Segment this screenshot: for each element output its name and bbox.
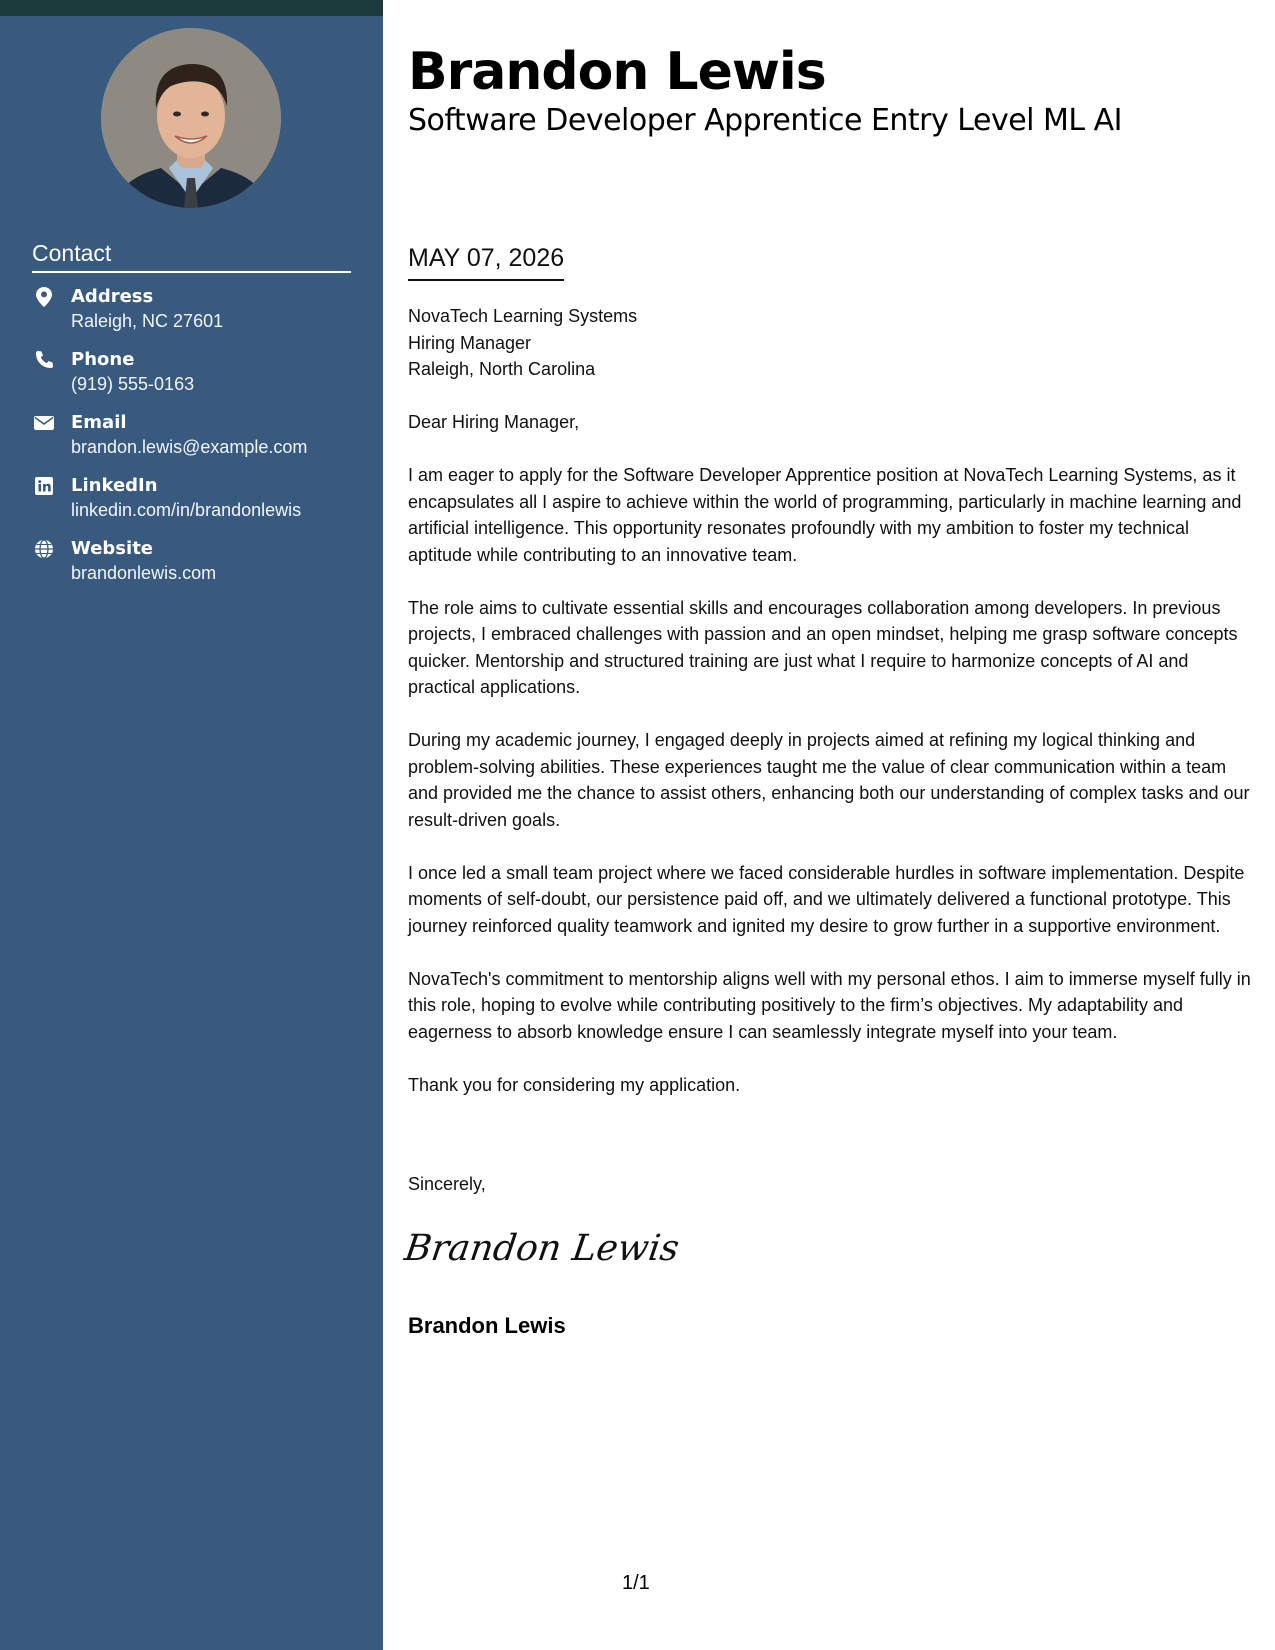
location-pin-icon bbox=[34, 287, 54, 307]
contact-label: Address bbox=[71, 286, 154, 307]
contact-label: Website bbox=[71, 538, 154, 559]
contact-heading: Contact bbox=[32, 240, 351, 273]
recipient-block bbox=[408, 303, 637, 383]
sidebar-top-bar bbox=[0, 0, 383, 16]
linkedin-icon bbox=[34, 476, 54, 496]
contact-item-phone bbox=[32, 347, 362, 410]
page-number: 1/1 bbox=[622, 1572, 650, 1594]
globe-icon bbox=[34, 539, 54, 559]
recipient-location: Raleigh, North Carolina bbox=[408, 359, 596, 379]
recipient-company: NovaTech Learning Systems bbox=[408, 306, 638, 326]
signature: Brandon Lewis bbox=[402, 1228, 682, 1269]
candidate-name: Brandon Lewis bbox=[408, 42, 826, 102]
letter-body bbox=[408, 409, 1253, 1125]
address-value: Raleigh, NC 27601 bbox=[71, 311, 224, 331]
letter-date: MAY 07, 2026 bbox=[408, 244, 564, 281]
job-title: Software Developer Apprentice Entry Level ML AI bbox=[408, 103, 1123, 138]
recipient-role: Hiring Manager bbox=[408, 332, 532, 353]
phone-icon bbox=[34, 350, 54, 370]
sidebar bbox=[0, 0, 383, 1650]
phone-value: (919) 555-0163 bbox=[71, 374, 195, 394]
letter-paragraph: I am eager to apply for the Software Developer Apprentice position at NovaTech Learning Systems, as it encapsulates all I aspire to achieve within the world of programming, particularly in machine learning and artificial intelligence. This opportunity resonates profoundly with my ambition to foster my technical aptitude while contributing to an innovative team. bbox=[408, 465, 1242, 565]
contact-list bbox=[32, 284, 362, 599]
letter-paragraph: During my academic journey, I engaged deeply in projects aimed at refining my logical thinking and problem-solving abilities. These experiences taught me the value of clear communication within a team and provided me the chance to assist others, enhancing both our understanding of complex tasks and our result-driven goals. bbox=[408, 730, 1250, 830]
linkedin-value[interactable]: linkedin.com/in/brandonlewis bbox=[71, 500, 302, 520]
letter-paragraph: The role aims to cultivate essential skills and encourages collaboration among developers. In previous projects, I embraced challenges with passion and an open mindset, helping me grasp software concepts quicker. Mentorship and structured training are just what I require to harmonize concepts of AI and practical applications. bbox=[408, 597, 1238, 697]
website-value[interactable]: brandonlewis.com bbox=[71, 563, 217, 583]
contact-label: LinkedIn bbox=[71, 475, 158, 496]
contact-item-email bbox=[32, 410, 362, 473]
contact-item-linkedin bbox=[32, 473, 362, 536]
closing: Sincerely, bbox=[408, 1174, 486, 1194]
letter-paragraph: I once led a small team project where we faced considerable hurdles in software implementation. Despite moments of self-doubt, our persistence paid off, and we ultimately delivered a functional prototype. This journey reinforced quality teamwork and ignited my desire to grow further in a supportive environment. bbox=[408, 862, 1245, 936]
letter-paragraph: NovaTech's commitment to mentorship aligns well with my personal ethos. I aim to immerse myself fully in this role, hoping to evolve while contributing positively to the firm’s objectives. My adaptability and eagerness to absorb knowledge ensure I can seamlessly integrate myself into your team. bbox=[408, 968, 1251, 1042]
profile-photo bbox=[101, 28, 281, 208]
contact-item-website bbox=[32, 536, 362, 599]
letter-paragraph: Thank you for considering my application. bbox=[408, 1074, 741, 1095]
contact-label: Email bbox=[71, 412, 127, 433]
envelope-icon bbox=[34, 413, 54, 433]
salutation: Dear Hiring Manager, bbox=[408, 412, 580, 432]
contact-item-address bbox=[32, 284, 362, 347]
contact-label: Phone bbox=[71, 349, 135, 370]
signer-name: Brandon Lewis bbox=[408, 1313, 566, 1338]
email-value[interactable]: brandon.lewis@example.com bbox=[71, 437, 308, 457]
